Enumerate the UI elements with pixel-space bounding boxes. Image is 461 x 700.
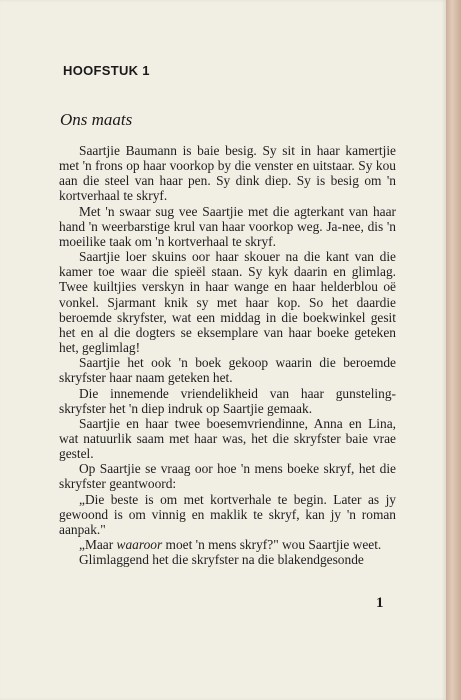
paragraph: Met 'n swaar sug vee Saartjie met die agterkant van haar hand 'n weerbarstige krul van haar voorkop weg. Ja-nee, dis 'n moeilike taak om 'n kortverhaal te skryf. xyxy=(59,203,396,249)
question-before: „Maar xyxy=(79,537,117,553)
paragraph: Op Saartjie se vraag oor hoe 'n mens boeke skryf, het die skryfster geantwoord: xyxy=(59,461,396,492)
paragraph: Saartjie het ook 'n boek gekoop waarin die beroemde skryfster haar naam geteken het. xyxy=(59,355,396,386)
paragraph: Saartjie en haar twee boesemvriendinne, Anna en Lina, wat natuurlik saam met haar was, het die skryfster baie vrae gestel. xyxy=(59,415,396,462)
paragraph: Die innemende vriendelikheid van haar gunsteling-skryfster het 'n diep indruk op Saartjie gemaak. xyxy=(59,385,396,416)
question-after: moet 'n mens skryf?" wou Saartjie weet. xyxy=(162,537,382,553)
paragraph: „Die beste is om met kortverhale te begin. Later as jy gewoond is om vinnig en maklik te skryf, kan jy 'n roman aanpak." xyxy=(59,491,396,537)
chapter-heading: HOOFSTUK 1 xyxy=(63,63,150,78)
paragraph: Glimlaggend het die skryfster na die blakendgesonde xyxy=(79,552,364,568)
page-number: 1 xyxy=(376,595,384,611)
paragraph-question xyxy=(59,537,396,552)
paragraph: Saartjie Baumann is baie besig. Sy sit in haar kamertjie met 'n frons op haar voorkop by die venster en uitstaar. Sy kou aan die steel van haar pen. Sy dink diep. Sy is besig om 'n kortverhaal te skryf. xyxy=(59,143,396,204)
body-text xyxy=(59,143,396,567)
paragraph: Saartjie loer skuins oor haar skouer na die kant van die kamer toe waar die spieël staan. Sy kyk daarin en glimlag. Twee kuiltjies verskyn in haar wange en haar helderblou oë vonkel. Sjarmant knik sy met haar kop. So het daardie beroemde skryfster, wat een middag in die boekwinkel gesit het en al die dogters se eksemplare van haar boeke geteken het, geglimlag! xyxy=(59,249,396,356)
question-emphasis: waaroor xyxy=(116,537,163,553)
section-title: Ons maats xyxy=(60,110,133,129)
page-edge xyxy=(446,0,461,700)
